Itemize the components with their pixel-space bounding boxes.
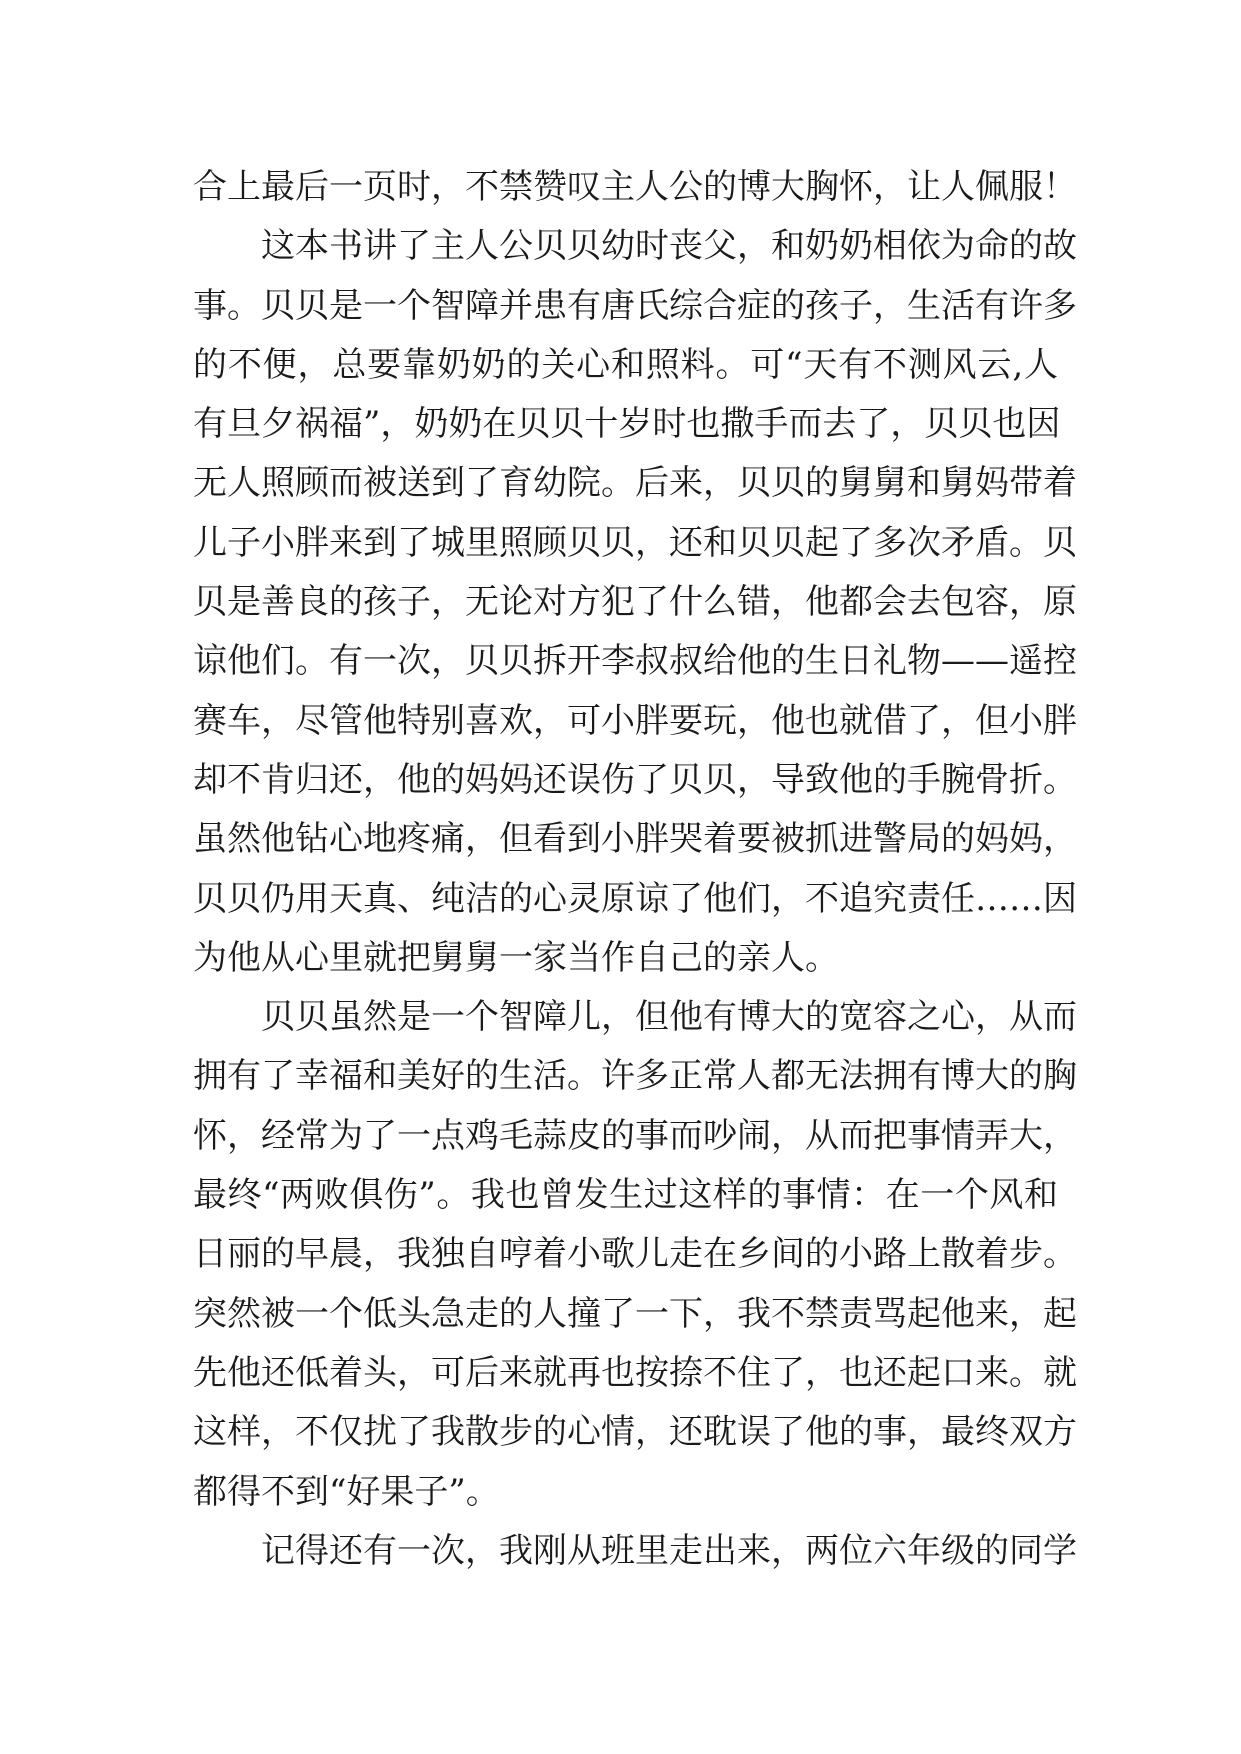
text-line: 谅他们。有一次，贝贝拆开李叔叔给他的生日礼物——遥控 [193, 641, 1077, 682]
text-line: 贝贝虽然是一个智障儿，但他有博大的宽容之心，从而 [261, 997, 1077, 1038]
text-line: 有旦夕祸福”，奶奶在贝贝十岁时也撒手而去了，贝贝也因 [193, 404, 1061, 445]
text-line: 合上最后一页时，不禁赞叹主人公的博大胸怀，让人佩服！ [193, 167, 1077, 207]
text-line: 最终“两败俱伤”。我也曾发生过这样的事情：在一个风和 [193, 1175, 1058, 1216]
text-line: 都得不到“好果子”。 [193, 1471, 500, 1512]
text-line: 拥有了幸福和美好的生活。许多正常人都无法拥有博大的胸 [193, 1056, 1077, 1097]
text-line: 记得还有一次，我刚从班里走出来，两位六年级的同学 [261, 1530, 1077, 1571]
essay-body [193, 158, 1077, 1581]
text-line: 贝贝仍用天真、纯洁的心灵原谅了他们，不追究责任……因 [193, 878, 1077, 919]
text-line: 突然被一个低头急走的人撞了一下，我不禁责骂起他来，起 [193, 1293, 1077, 1334]
text-line: 儿子小胖来到了城里照顾贝贝，还和贝贝起了多次矛盾。贝 [193, 522, 1077, 563]
text-line: 怀，经常为了一点鸡毛蒜皮的事而吵闹，从而把事情弄大， [193, 1115, 1077, 1156]
text-line: 这本书讲了主人公贝贝幼时丧父，和奶奶相依为命的故 [261, 226, 1077, 267]
text-line: 事。贝贝是一个智障并患有唐氏综合症的孩子，生活有许多 [193, 285, 1077, 326]
text-line: 先他还低着头，可后来就再也按捺不住了，也还起口来。就 [193, 1352, 1077, 1393]
text-line: 贝是善良的孩子，无论对方犯了什么错，他都会去包容，原 [193, 582, 1077, 623]
text-line: 却不肯归还，他的妈妈还误伤了贝贝，导致他的手腕骨折。 [193, 759, 1077, 800]
text-line: 这样，不仅扰了我散步的心情，还耽误了他的事，最终双方 [193, 1412, 1077, 1453]
text-line: 虽然他钻心地疼痛，但看到小胖哭着要被抓进警局的妈妈， [193, 819, 1077, 860]
text-line: 为他从心里就把舅舅一家当作自己的亲人。 [193, 937, 839, 978]
text-line: 的不便，总要靠奶奶的关心和照料。可“天有不测风云,人 [193, 344, 1058, 385]
text-line: 日丽的早晨，我独自哼着小歌儿走在乡间的小路上散着步。 [193, 1234, 1077, 1275]
text-line: 无人照顾而被送到了育幼院。后来，贝贝的舅舅和舅妈带着 [193, 463, 1077, 504]
text-line: 赛车，尽管他特别喜欢，可小胖要玩，他也就借了，但小胖 [193, 700, 1077, 741]
